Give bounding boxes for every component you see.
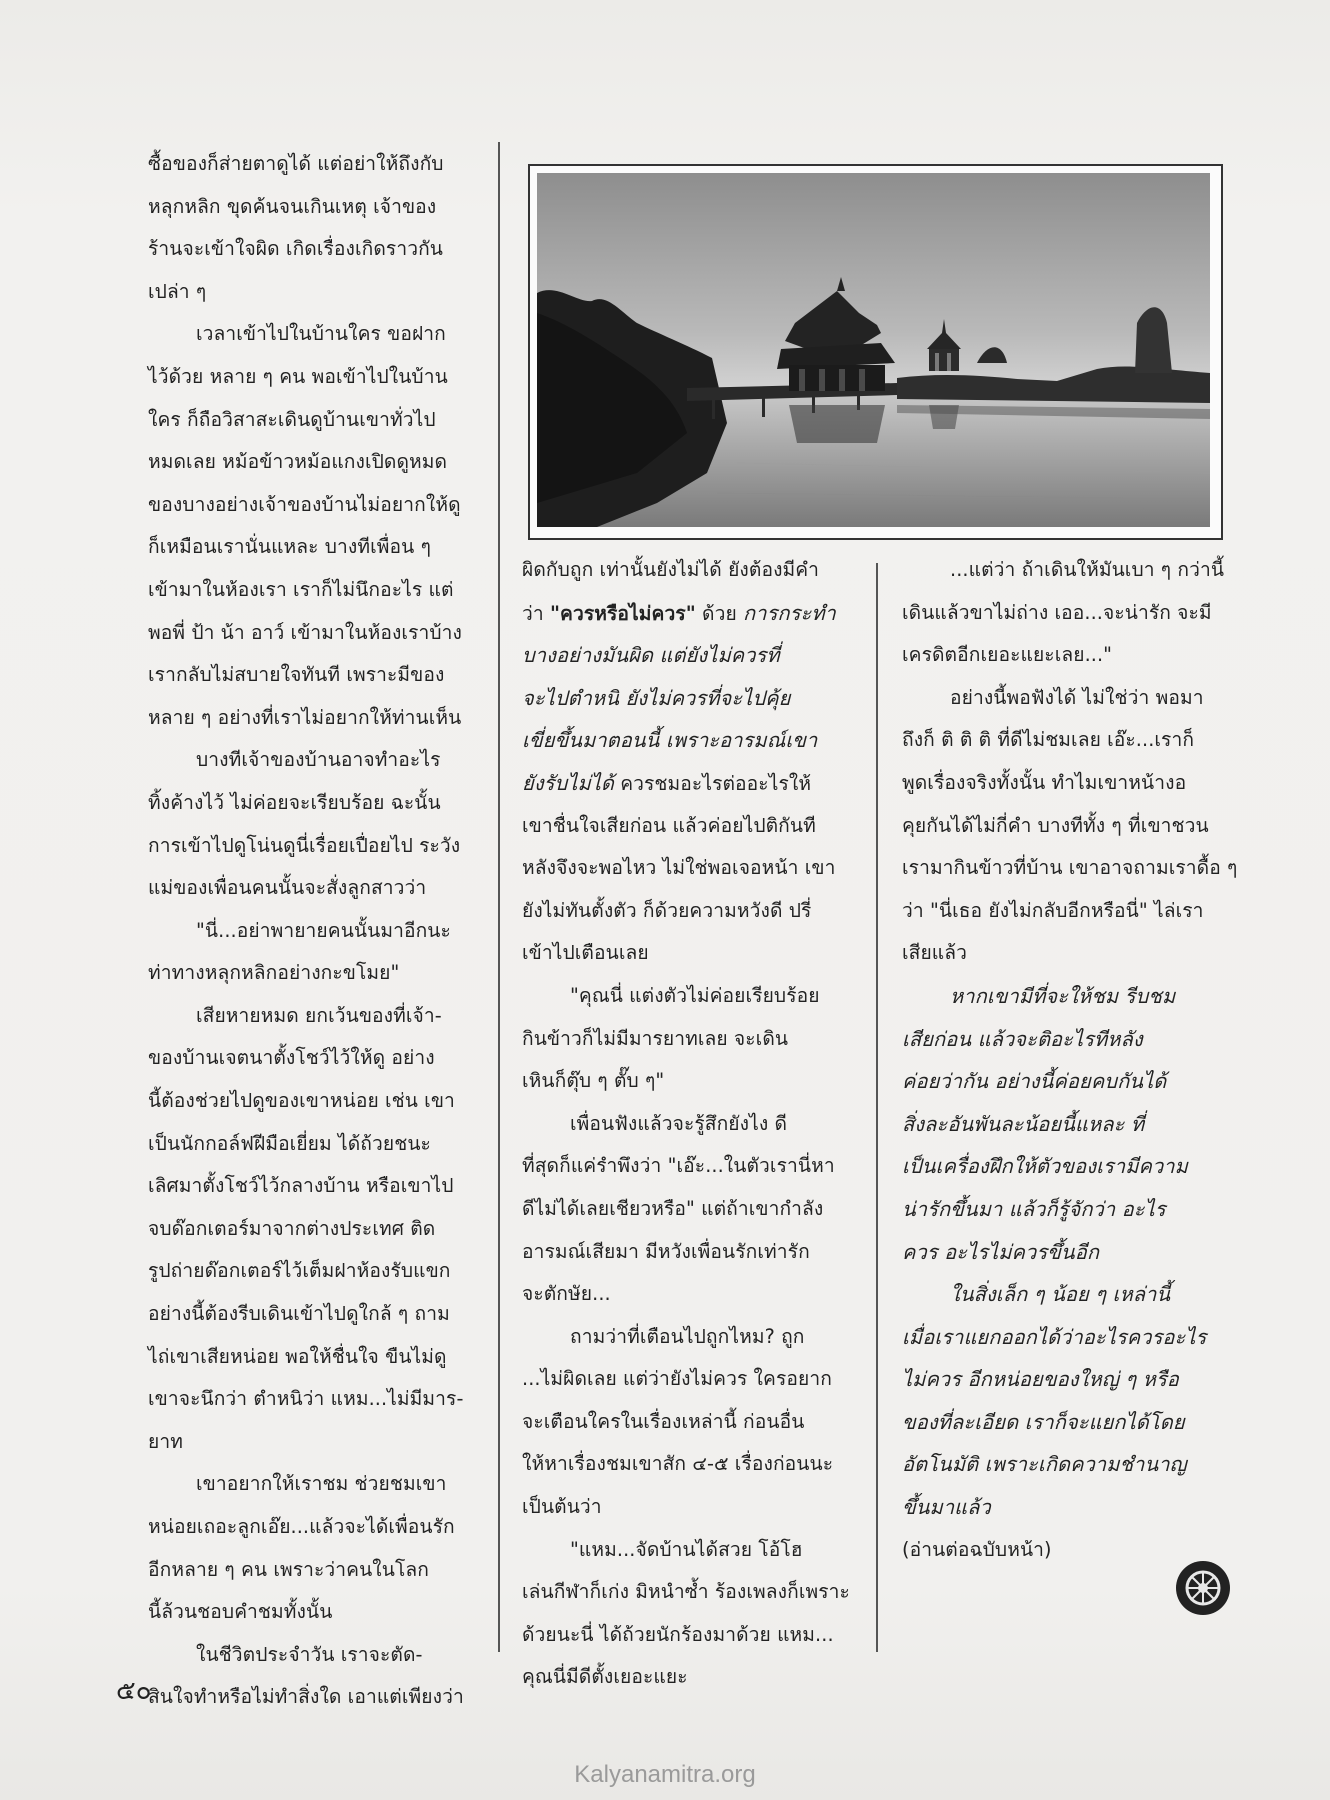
text-run: อย่างนี้พอฟังได้ ไม่ใช่ว่า พอมา — [950, 685, 1204, 709]
text-run: เป็นเครื่องฝึกให้ตัวของเรามีความ — [902, 1154, 1188, 1179]
text-run: ค่อยว่ากัน อย่างนี้ค่อยคบกันได้ — [902, 1069, 1167, 1094]
text-run: เสียแล้ว — [902, 941, 968, 965]
middle-text-column — [522, 549, 849, 1699]
text-line: ไว้ด้วย หลาย ๆ คน พอเข้าไปในบ้าน — [148, 364, 448, 388]
temple-at-dusk-photo — [537, 173, 1210, 527]
text-run: ดีไม่ได้เลยเชียวหรือ" แต่ถ้าเขากำลัง — [522, 1196, 824, 1220]
text-line — [522, 1145, 849, 1188]
text-line — [522, 932, 849, 975]
text-line — [902, 1358, 1227, 1401]
text-line: ซื้อของก็ส่ายตาดูได้ แต่อย่าให้ถึงกับ — [148, 152, 444, 175]
text-line — [902, 762, 1227, 805]
text-run: ที่สุดก็แค่รำพึงว่า "เอ๊ะ...ในตัวเรานี่หา — [522, 1154, 835, 1178]
text-line — [522, 1529, 849, 1572]
text-line — [902, 1486, 1227, 1529]
text-run: ยังไม่ทันตั้งตัว ก็ด้วยความหวังดี ปรี่ — [522, 898, 812, 922]
text-line — [902, 1443, 1227, 1486]
text-run: คุณนี่มีดีตั้งเยอะแยะ — [522, 1665, 688, 1689]
text-line: ก็เหมือนเรานั่นแหละ บางทีเพื่อน ๆ — [148, 535, 431, 559]
text-line: รูปถ่ายด๊อกเตอร์ไว้เต็มฝาห้องรับแขก — [148, 1259, 451, 1283]
text-line — [522, 975, 849, 1018]
text-line — [522, 1401, 849, 1444]
text-line — [522, 592, 849, 635]
text-run: เขาชื่นใจเสียก่อน แล้วค่อยไปติกันที — [522, 813, 816, 837]
text-run: เครดิตอีกเยอะแยะเลย..." — [902, 643, 1113, 667]
left-text-column — [148, 143, 470, 1719]
text-line — [522, 677, 849, 720]
text-line — [522, 1571, 849, 1614]
text-line: ร้านจะเข้าใจผิด เกิดเรื่องเกิดราวกัน — [148, 237, 444, 261]
text-line: ไถ่เขาเสียหน่อย พอให้ชื่นใจ ขืนไม่ดู — [148, 1344, 447, 1368]
text-run: เหินก็ตุ๊บ ๆ ตั๊บ ๆ" — [522, 1069, 665, 1093]
text-line: ของบางอย่างเจ้าของบ้านไม่อยากให้ดู — [148, 492, 461, 516]
text-line: ในชีวิตประจำวัน เราจะตัด- — [196, 1642, 423, 1666]
text-line — [902, 549, 1227, 592]
text-line — [522, 1656, 849, 1699]
text-line — [522, 1060, 849, 1103]
text-line: อีกหลาย ๆ คน เพราะว่าคนในโลก — [148, 1557, 429, 1581]
text-line: หน่อยเถอะลูกเอ๊ย...แล้วจะได้เพื่อนรัก — [148, 1515, 455, 1538]
text-run: จะเตือนใครในเรื่องเหล่านี้ ก่อนอื่น — [522, 1409, 805, 1433]
text-line — [902, 634, 1227, 677]
text-line: อย่างนี้ต้องรีบเดินเข้าไปดูใกล้ ๆ ถาม — [148, 1302, 450, 1326]
text-run: คุยกันได้ไม่กี่คำ บางทีทั้ง ๆ ที่เขาชวน — [902, 813, 1209, 837]
text-run: ขึ้นมาแล้ว — [902, 1495, 991, 1520]
text-line — [522, 1316, 849, 1359]
text-line: เปล่า ๆ — [148, 279, 207, 303]
text-run: เดินแล้วขาไม่ถ่าง เออ...จะน่ารัก จะมี — [902, 600, 1212, 624]
text-line: เป็นนักกอล์ฟฝีมือเยี่ยม ได้ถ้วยชนะ — [148, 1131, 431, 1155]
text-line: เข้ามาในห้องเรา เราก็ไม่นึกอะไร แต่ — [148, 577, 454, 601]
text-run: จะตักษัย... — [522, 1282, 611, 1306]
text-line: บางทีเจ้าของบ้านอาจทำอะไร — [196, 748, 441, 772]
dhamma-wheel-icon — [1175, 1560, 1231, 1616]
text-run: อารมณ์เสียมา มีหวังเพื่อนรักเท่ารัก — [522, 1239, 810, 1263]
text-line: ทิ้งค้างไว้ ไม่ค่อยจะเรียบร้อย ฉะนั้น — [148, 790, 441, 814]
text-line: นี้ต้องช่วยไปดูของเขาหน่อย เช่น เขา — [148, 1089, 455, 1113]
text-line — [902, 975, 1227, 1018]
text-run: ยังรับไม่ได้ — [522, 770, 615, 795]
text-run: ในสิ่งเล็ก ๆ น้อย ๆ เหล่านี้ — [950, 1282, 1171, 1307]
text-line — [522, 634, 849, 677]
text-line: หลุกหลิก ขุดค้นจนเกินเหตุ เจ้าของ — [148, 194, 437, 218]
page-number: ๕๐ — [116, 1676, 152, 1706]
text-run: เสียก่อน แล้วจะติอะไรทีหลัง — [902, 1026, 1143, 1051]
text-run: สิ่งละอันพันละน้อยนี้แหละ ที่ — [902, 1111, 1145, 1136]
text-line: เวลาเข้าไปในบ้านใคร ขอฝาก — [196, 322, 446, 346]
text-line — [522, 762, 849, 805]
text-line — [902, 1231, 1227, 1274]
text-run: บางอย่างมันผิด แต่ยังไม่ควรที่ — [522, 643, 780, 668]
text-line: ใคร ก็ถือวิสาสะเดินดูบ้านเขาทั่วไป — [148, 407, 436, 431]
text-line — [522, 1188, 849, 1231]
text-line — [902, 847, 1238, 890]
text-run: พูดเรื่องจริงทั้งนั้น ทำไมเขาหน้างอ — [902, 770, 1187, 794]
text-line: ของบ้านเจตนาตั้งโชว์ไว้ให้ดู อย่าง — [148, 1046, 435, 1070]
text-run: ว่า — [522, 601, 550, 625]
text-line: เสียหายหมด ยกเว้นของที่เจ้า- — [196, 1003, 442, 1027]
text-run: เล่นกีฬาก็เก่ง มิหนำซ้ำ ร้องเพลงก็เพราะ — [522, 1580, 850, 1604]
text-line — [522, 805, 849, 848]
text-run: "แหม...จัดบ้านได้สวย โอ้โฮ — [570, 1537, 803, 1561]
right-text-column — [902, 549, 1238, 1571]
watermark: Kalyanamitra.org — [574, 1761, 756, 1788]
text-run: น่ารักขึ้นมา แล้วก็รู้จักว่า อะไร — [902, 1196, 1166, 1221]
text-run: ควรชมอะไรต่ออะไรให้ — [614, 771, 812, 795]
text-run: "ควรหรือไม่ควร" — [549, 601, 696, 625]
text-line — [902, 1401, 1227, 1444]
text-run: เพื่อนฟังแล้วจะรู้สึกยังไง ดี — [570, 1111, 788, 1135]
text-line — [522, 1018, 849, 1061]
text-line — [522, 1231, 849, 1274]
text-run: เป็นต้นว่า — [522, 1495, 602, 1519]
text-line: เขาจะนึกว่า ตำหนิว่า แหม...ไม่มีมาร- — [148, 1387, 464, 1411]
text-line — [902, 1103, 1227, 1146]
text-run: ถึงก็ ติ ติ ติ ที่ดีไม่ชมเลย เอ๊ะ...เราก็ — [902, 728, 1195, 752]
column-divider-right — [876, 563, 878, 1652]
text-run: เมื่อเราแยกออกได้ว่าอะไรควรอะไร — [902, 1324, 1207, 1349]
text-line — [902, 677, 1227, 720]
text-run: ...แต่ว่า ถ้าเดินให้มันเบา ๆ กว่านี้ — [950, 558, 1225, 581]
text-line — [902, 1018, 1227, 1061]
text-line — [522, 1486, 849, 1529]
text-run: การกระทำ — [743, 600, 836, 625]
text-line: "นี่...อย่าพายายคนนั้นมาอีกนะ — [196, 918, 451, 942]
text-line: การเข้าไปดูโน่นดูนี่เรื่อยเปื่อยไป ระวัง — [148, 833, 461, 857]
text-line: สินใจทำหรือไม่ทำสิ่งใด เอาแต่เพียงว่า — [148, 1685, 464, 1709]
text-line — [522, 1358, 849, 1401]
text-line — [522, 549, 849, 592]
text-line: หมดเลย หม้อข้าวหม้อแกงเปิดดูหมด — [148, 450, 448, 474]
text-line — [902, 932, 1227, 975]
text-run: จะไปตำหนิ ยังไม่ควรที่จะไปคุ้ย — [522, 685, 791, 710]
text-run: ...ไม่ผิดเลย แต่ว่ายังไม่ควร ใครอยาก — [522, 1367, 832, 1391]
text-run: อัตโนมัติ เพราะเกิดความชำนาญ — [902, 1452, 1187, 1477]
text-run: กินข้าวก็ไม่มีมารยาทเลย จะเดิน — [522, 1026, 789, 1050]
text-line: เขาอยากให้เราชม ช่วยชมเขา — [196, 1472, 447, 1496]
text-run: เรามากินข้าวที่บ้าน เขาอาจถามเราดื้อ ๆ — [902, 856, 1238, 880]
text-line: พอพี่ ป้า น้า อาว์ เข้ามาในห้องเราบ้าง — [148, 620, 462, 644]
text-line — [902, 592, 1227, 635]
text-line — [522, 1273, 849, 1316]
text-line — [902, 1316, 1227, 1359]
text-run: หลังจึงจะพอไหว ไม่ใช่พอเจอหน้า เขา — [522, 856, 836, 880]
text-line — [522, 1103, 849, 1146]
text-line — [522, 719, 849, 762]
text-line — [902, 719, 1227, 762]
text-line: แม่ของเพื่อนคนนั้นจะสั่งลูกสาวว่า — [148, 876, 427, 900]
text-run: ว่า "นี่เธอ ยังไม่กลับอีกหรือนี่" ไล่เรา — [902, 898, 1204, 922]
text-run: เข้าไปเตือนเลย — [522, 941, 649, 965]
text-line: จบด๊อกเตอร์มาจากต่างประเทศ ติด — [148, 1216, 436, 1240]
text-run: ให้หาเรื่องชมเขาสัก ๔-๕ เรื่องก่อนนะ — [522, 1452, 834, 1476]
text-line: ท่าทางหลุกหลิกอย่างกะขโมย" — [148, 961, 400, 985]
text-run: ของที่ละเอียด เราก็จะแยกได้โดย — [902, 1409, 1185, 1434]
text-run: ด้วย — [695, 601, 744, 625]
text-line — [902, 1145, 1227, 1188]
photo-frame — [528, 164, 1223, 540]
text-line — [902, 1273, 1227, 1316]
text-line — [522, 847, 849, 890]
text-line — [902, 1188, 1227, 1231]
text-line: เลิศมาตั้งโชว์ไว้กลางบ้าน หรือเขาไป — [148, 1174, 454, 1198]
column-divider-left — [498, 142, 500, 1652]
text-line: เรากลับไม่สบายใจทันที เพราะมีของ — [148, 663, 445, 687]
text-line: หลาย ๆ อย่างที่เราไม่อยากให้ท่านเห็น — [148, 705, 462, 729]
text-line — [902, 805, 1227, 848]
text-run: เขี่ยขึ้นมาตอนนี้ เพราะอารมณ์เขา — [522, 728, 818, 753]
text-run: ถามว่าที่เตือนไปถูกไหม? ถูก — [570, 1324, 805, 1348]
text-line — [522, 890, 849, 933]
text-line: นี้ล้วนชอบคำชมทั้งนั้น — [148, 1600, 333, 1624]
text-run: "คุณนี่ แต่งตัวไม่ค่อยเรียบร้อย — [570, 983, 820, 1007]
text-run: ไม่ควร อีกหน่อยของใหญ่ ๆ หรือ — [902, 1367, 1179, 1392]
text-line — [902, 1060, 1227, 1103]
text-run: หากเขามีที่จะให้ชม รีบชม — [950, 983, 1176, 1008]
text-line — [902, 890, 1227, 933]
text-run: ด้วยนะนี่ ได้ถ้วยนักร้องมาด้วย แหม... — [522, 1622, 834, 1646]
text-line: ยาท — [148, 1429, 183, 1453]
text-line — [522, 1443, 849, 1486]
text-run: ควร อะไรไม่ควรขึ้นอีก — [902, 1239, 1100, 1264]
temple-photo-image — [537, 173, 1210, 527]
text-run: ผิดกับถูก เท่านั้นยังไม่ได้ ยังต้องมีคำ — [522, 558, 819, 581]
text-line — [522, 1614, 849, 1657]
text-run: (อ่านต่อฉบับหน้า) — [902, 1537, 1052, 1561]
